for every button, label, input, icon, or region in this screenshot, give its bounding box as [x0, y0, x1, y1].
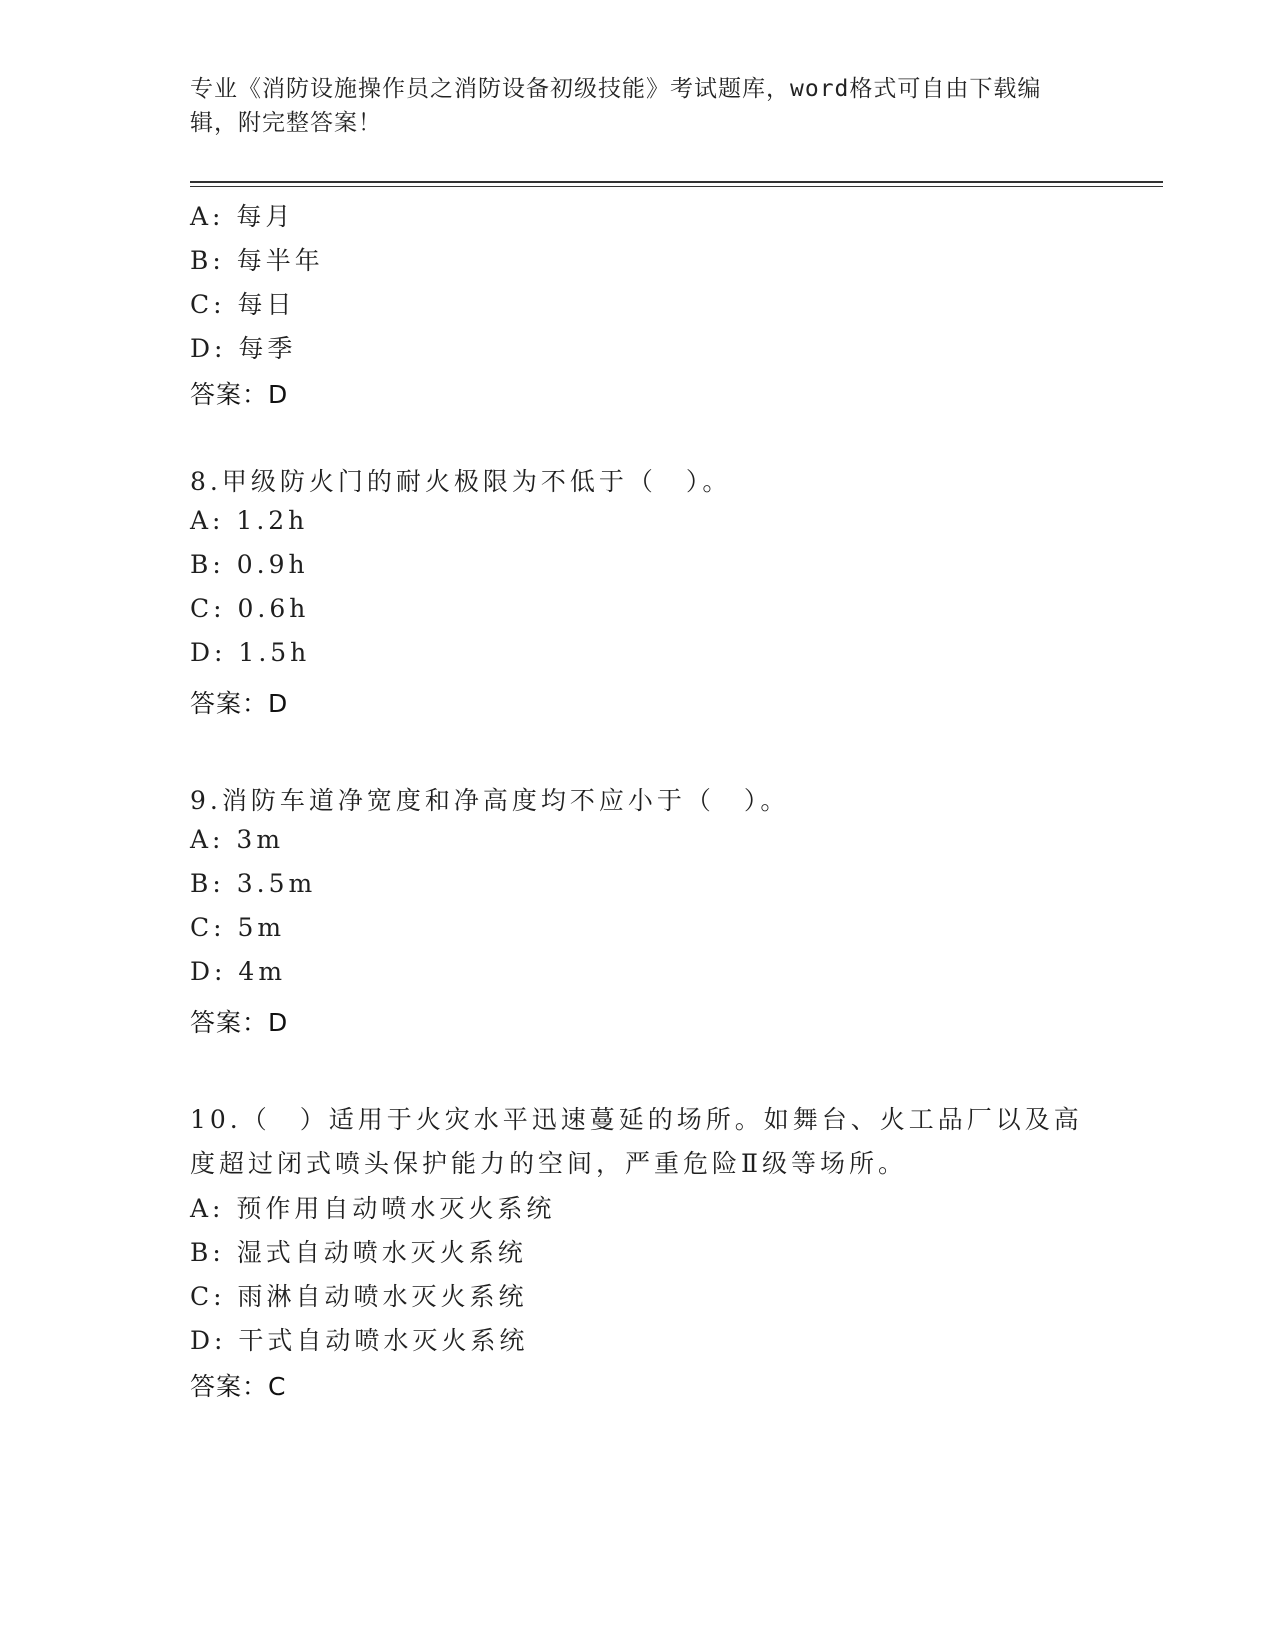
option-c: C: 每日 — [190, 290, 296, 319]
option-a: A: 预作用自动喷水灭火系统 — [190, 1194, 556, 1223]
option-c: C: 0.6h — [190, 594, 310, 623]
answer-line: 答案：D — [190, 1008, 289, 1037]
question-8: 8.甲级防火门的耐火极限为不低于（ ）。 — [190, 467, 732, 496]
option-a: A: 1.2h — [190, 506, 309, 535]
option-d: D: 干式自动喷水灭火系统 — [190, 1326, 529, 1355]
option-b: B: 0.9h — [190, 550, 309, 579]
option-d: D: 每季 — [190, 334, 297, 363]
option-c: C: 5m — [190, 913, 286, 942]
option-c: C: 雨淋自动喷水灭火系统 — [190, 1282, 528, 1311]
header-divider-thick — [190, 181, 1163, 183]
answer-line: 答案：D — [190, 380, 289, 409]
header-line-2: 辑，附完整答案！ — [190, 110, 382, 136]
answer-line: 答案：D — [190, 689, 289, 718]
header-line-1: 专业《消防设施操作员之消防设备初级技能》考试题库，word格式可自由下载编 — [190, 76, 1042, 102]
option-b: B: 湿式自动喷水灭火系统 — [190, 1238, 527, 1267]
option-b: B: 3.5m — [190, 869, 317, 898]
question-10-line-1: 10.（ ）适用于火灾水平迅速蔓延的场所。如舞台、火工品厂以及高 — [190, 1105, 1083, 1134]
document-header — [190, 72, 1090, 140]
answer-line: 答案：C — [190, 1372, 287, 1401]
question-9: 9.消防车道净宽度和净高度均不应小于（ ）。 — [190, 786, 790, 815]
option-a: A: 每月 — [190, 202, 295, 231]
question-10-line-2: 度超过闭式喷头保护能力的空间，严重危险Ⅱ级等场所。 — [190, 1149, 907, 1178]
option-d: D: 1.5h — [190, 638, 311, 667]
option-a: A: 3m — [190, 825, 285, 854]
option-b: B: 每半年 — [190, 246, 324, 275]
header-divider-thin — [190, 186, 1163, 187]
option-d: D: 4m — [190, 957, 287, 986]
